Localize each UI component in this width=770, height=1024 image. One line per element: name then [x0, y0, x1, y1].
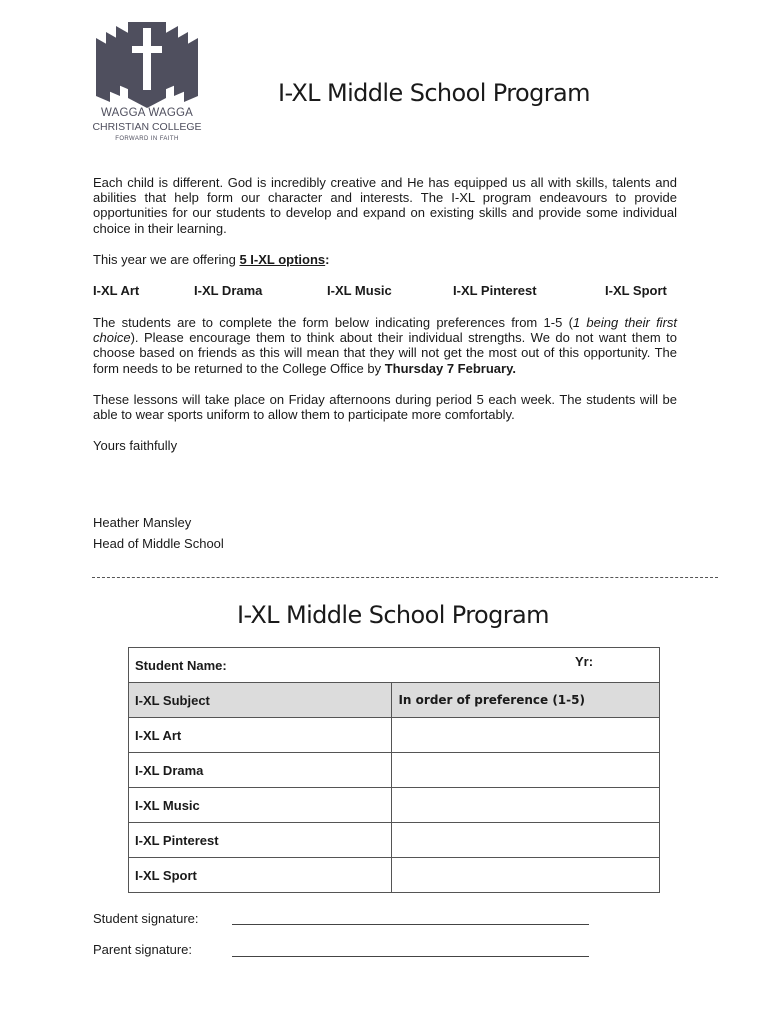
signer-role: Head of Middle School — [93, 536, 224, 551]
option-item: I-XL Drama — [194, 283, 263, 298]
table-header-row — [129, 683, 660, 718]
subject-cell: I-XL Art — [129, 718, 392, 753]
book-cross-icon — [82, 18, 212, 108]
instructions-italic: 1 being their first choice — [93, 315, 678, 346]
signer-name: Heather Mansley — [93, 515, 192, 530]
parent-signature-label: Parent signature: — [93, 942, 193, 957]
preference-input[interactable] — [392, 858, 660, 893]
due-date: Thursday 7 February. — [384, 360, 516, 376]
offer-line — [93, 252, 677, 267]
intro-paragraph: Each child is different. God is incredibly creative and He has equipped us all with skills, talents and abilities that help form our character and interests. The I-XL program endeavours to provide opportunities for our students to develop and expand on existing skills and provide some individual choice in their learning. — [93, 175, 677, 236]
instructions-text: The students are to complete the form below indicating preferences from 1-5 ( — [93, 315, 573, 330]
subject-cell: I-XL Music — [129, 788, 392, 823]
option-item: I-XL Art — [93, 283, 140, 298]
logo-line-2: CHRISTIAN COLLEGE — [92, 121, 202, 133]
option-item: I-XL Pinterest — [453, 283, 537, 298]
offer-suffix: : — [325, 252, 330, 267]
logo-tagline: FORWARD IN FAITH — [115, 136, 179, 142]
schedule-paragraph: These lessons will take place on Friday afternoons during period 5 each week. The students will be able to wear sports uniform to allow them to participate more comfortably. — [93, 392, 677, 423]
options-list — [93, 283, 693, 299]
instructions-paragraph — [93, 315, 677, 376]
subject-cell: I-XL Sport — [129, 858, 392, 893]
offer-count: 5 I-XL options — [239, 252, 326, 267]
preference-form — [128, 647, 660, 893]
letter-title: I-XL Middle School Program — [278, 79, 590, 107]
table-row — [129, 718, 660, 753]
preference-input[interactable] — [392, 753, 660, 788]
student-name-row — [129, 648, 660, 683]
student-signature-label: Student signature: — [93, 911, 199, 926]
option-item: I-XL Sport — [605, 283, 667, 298]
form-title: I-XL Middle School Program — [237, 601, 549, 629]
subject-cell: I-XL Pinterest — [129, 823, 392, 858]
instructions-text-2: ). Please encourage them to think about their individual strengths. We do not want them to choose based on friends as this will mean that they will not get the most out of this opportunity. The form needs to be returned to the College Office by — [93, 330, 677, 376]
student-signature-line[interactable] — [232, 924, 589, 925]
subject-column-header: I-XL Subject — [129, 683, 392, 718]
subject-cell: I-XL Drama — [129, 753, 392, 788]
table-row — [129, 788, 660, 823]
preference-input[interactable] — [392, 788, 660, 823]
preference-input[interactable] — [392, 823, 660, 858]
closing: Yours faithfully — [93, 438, 178, 453]
student-name-field[interactable] — [129, 648, 660, 683]
college-logo — [82, 18, 212, 148]
table-row — [129, 823, 660, 858]
option-item: I-XL Music — [327, 283, 392, 298]
table-row — [129, 753, 660, 788]
parent-signature-line[interactable] — [232, 956, 589, 957]
cut-line — [92, 577, 718, 578]
preference-input[interactable] — [392, 718, 660, 753]
year-label: Yr: — [575, 654, 594, 669]
student-name-label: Student Name: — [135, 657, 227, 673]
logo-line-1: WAGGA WAGGA — [100, 107, 194, 119]
table-row — [129, 858, 660, 893]
preference-column-header: In order of preference (1-5) — [392, 683, 660, 718]
offer-prefix: This year we are offering — [93, 252, 240, 267]
